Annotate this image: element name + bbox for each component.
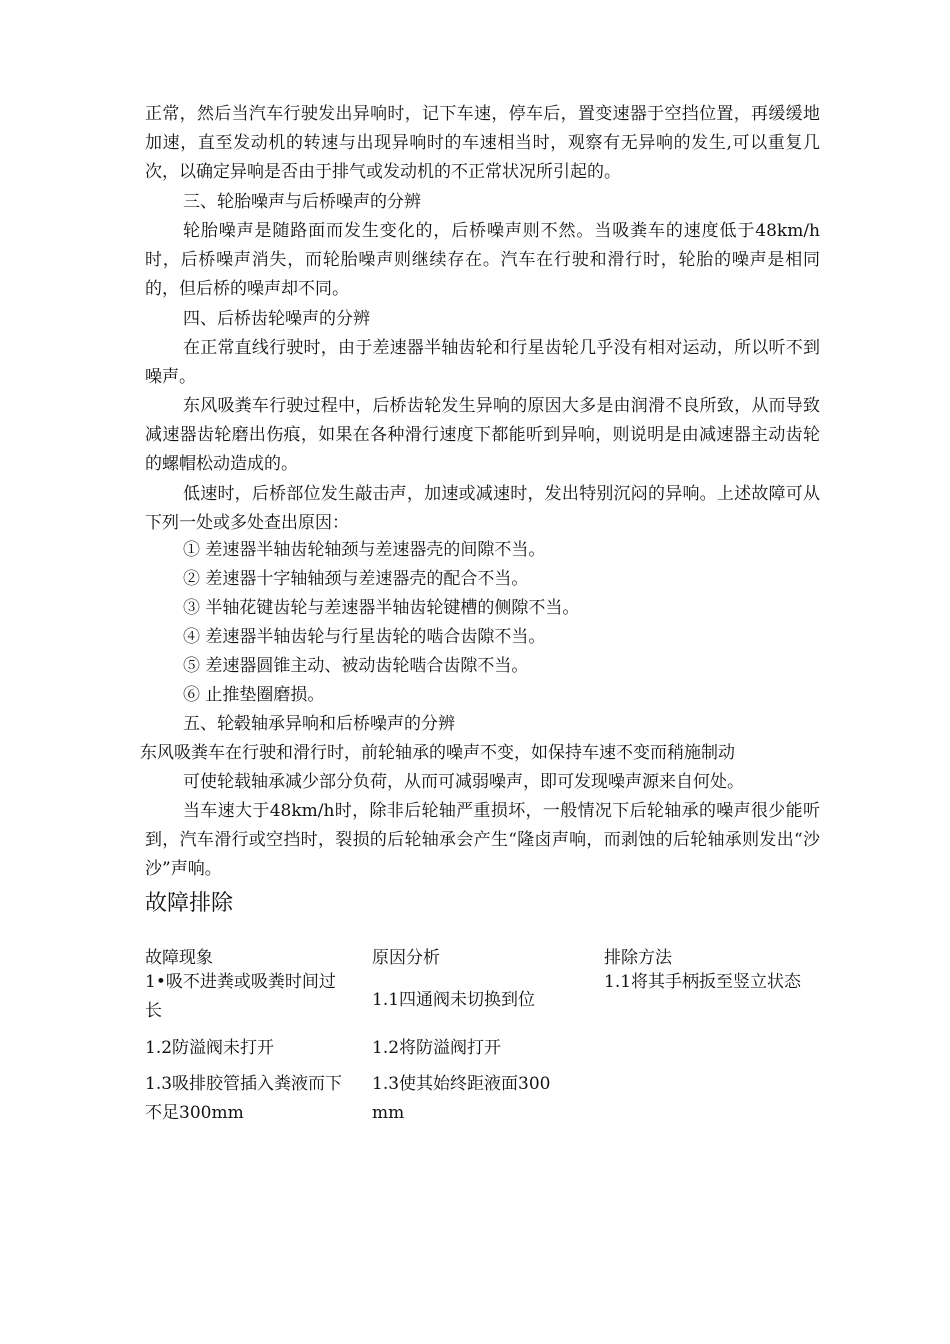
heading-section-4: 四、后桥齿轮噪声的分辨 [183, 309, 370, 329]
paragraph-intro: 正常，然后当汽车行驶发出异响时，记下车速，停车后，置变速器于空挡位置，再缓缓地加速，直至发动机的转速与出现异响时的车速相当时，观察有无异响的发生,可以重复几次，以确定异响是否由于排气或发动机的不正常状况所引起的。 [145, 104, 820, 182]
table-header-remedy: 排除方法 [604, 948, 672, 968]
list-item: ③ 半轴花键齿轮与差速器半轴齿轮键槽的侧隙不当。 [183, 598, 580, 618]
table-cell-cause-2: 1.2将防溢阀打开 [372, 1038, 502, 1058]
table-header-symptom: 故障现象 [145, 948, 213, 968]
list-item: ⑥ 止推垫圈磨损。 [183, 685, 325, 705]
list-item: ② 差速器十字轴轴颈与差速器壳的配合不当。 [183, 569, 529, 589]
paragraph-low-speed: 低速时，后桥部位发生敲击声，加速或减速时，发出特别沉闷的异响。上述故障可从下列一处或多处查出原因： [145, 484, 820, 533]
table-cell-symptom-3: 1.3吸排胶管插入粪液而下不足300mm [145, 1074, 343, 1123]
heading-section-3: 三、轮胎噪声与后桥噪声的分辨 [183, 192, 421, 212]
table-cell-symptom-2: 1.2防溢阀未打开 [145, 1038, 275, 1058]
cause-list [183, 536, 579, 710]
table-cell-remedy-1: 1.1将其手柄扳至竖立状态 [604, 972, 802, 992]
table-cell-symptom-1: 1•吸不进粪或吸粪时间过长 [145, 972, 336, 1021]
list-item: ⑤ 差速器圆锥主动、被动齿轮啮合齿隙不当。 [183, 656, 529, 676]
table-cell-cause-3: 1.3使其始终距液面300 mm [372, 1074, 551, 1123]
paragraph-hub-bearing-line1: 东风吸粪车在行驶和滑行时，前轮轴承的噪声不变，如保持车速不变而稍施制动 [140, 743, 735, 763]
list-item: ① 差速器半轴齿轮轴颈与差速器壳的间隙不当。 [183, 540, 546, 560]
paragraph-tire-noise: 轮胎噪声是随路面而发生变化的，后桥噪声则不然。当吸粪车的速度低于48km/h时，后桥噪声消失，而轮胎噪声则继续存在。汽车在行驶和滑行时，轮胎的噪声是相同的，但后桥的噪声却不同。 [145, 221, 820, 299]
paragraph-straight-driving: 在正常直线行驶时，由于差速器半轴齿轮和行星齿轮几乎没有相对运动，所以听不到噪声。 [145, 338, 820, 387]
paragraph-hub-bearing-line2: 可使轮载轴承减少部分负荷，从而可减弱噪声，即可发现噪声源来自何处。 [183, 772, 744, 792]
heading-section-5: 五、轮毂轴承异响和后桥噪声的分辨 [183, 714, 455, 734]
table-header-cause: 原因分析 [372, 948, 440, 968]
list-item: ④ 差速器半轴齿轮与行星齿轮的啮合齿隙不当。 [183, 627, 546, 647]
paragraph-gear-noise: 东风吸粪车行驶过程中，后桥齿轮发生异响的原因大多是由润滑不良所致，从而导致减速器齿轮磨出伤痕，如果在各种滑行速度下都能听到异响，则说明是由减速器主动齿轮的螺帽松动造成的。 [145, 396, 820, 474]
paragraph-rear-bearing: 当车速大于48km/h时，除非后轮轴严重损坏，一般情况下后轮轴承的噪声很少能听到，汽车滑行或空挡时，裂损的后轮轴承会产生“隆卤声响，而剥蚀的后轮轴承则发出“沙沙”声响。 [145, 801, 820, 879]
troubleshooting-title: 故障排除 [145, 891, 234, 916]
table-cell-cause-1: 1.1四通阀未切换到位 [372, 990, 536, 1010]
